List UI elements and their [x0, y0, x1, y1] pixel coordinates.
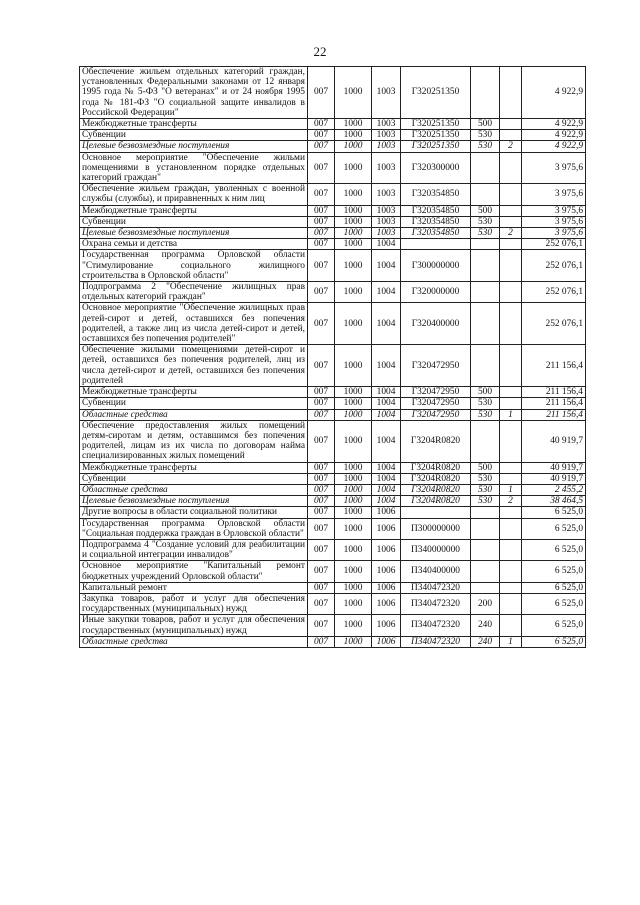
ministry-code: 007 [308, 141, 335, 152]
target-article-code: Г320354850 [401, 228, 471, 239]
funding-source-code [500, 462, 522, 473]
target-article-code: Г3204R0820 [401, 462, 471, 473]
table-row [80, 282, 586, 303]
table-row [80, 119, 586, 130]
ministry-code: 007 [308, 473, 335, 484]
table-row [80, 496, 586, 507]
target-article-code: Г320400000 [401, 303, 471, 345]
budget-table [79, 66, 586, 648]
expense-type-code [471, 561, 500, 582]
amount-value: 3 975,6 [522, 216, 586, 227]
section-code: 1000 [335, 250, 372, 282]
section-code: 1000 [335, 239, 372, 250]
table-row [80, 615, 586, 636]
target-article-code: Г320251350 [401, 119, 471, 130]
row-name: Государственная программа Орловской области "Социальная поддержка граждан в Орловской области" [80, 518, 308, 539]
ministry-code: 007 [308, 130, 335, 141]
expense-type-code: 240 [471, 636, 500, 647]
target-article-code: Г3204R0820 [401, 473, 471, 484]
target-article-code: Г320251350 [401, 130, 471, 141]
table-row [80, 345, 586, 387]
target-article-code: Г320472950 [401, 409, 471, 420]
row-name: Субвенции [80, 130, 308, 141]
target-article-code: П340472320 [401, 615, 471, 636]
row-name: Областные средства [80, 636, 308, 647]
row-name: Обеспечение жильем граждан, уволенных с военной службы (службы), и приравненных к ним лиц [80, 184, 308, 205]
row-name: Межбюджетные трансферты [80, 205, 308, 216]
table-row [80, 387, 586, 398]
row-name: Областные средства [80, 409, 308, 420]
target-article-code: Г320000000 [401, 282, 471, 303]
subsection-code: 1003 [372, 130, 401, 141]
amount-value: 252 076,1 [522, 303, 586, 345]
ministry-code: 007 [308, 345, 335, 387]
section-code: 1000 [335, 184, 372, 205]
expense-type-code: 530 [471, 216, 500, 227]
section-code: 1000 [335, 387, 372, 398]
amount-value: 4 922,9 [522, 141, 586, 152]
amount-value: 40 919,7 [522, 473, 586, 484]
target-article-code: Г320354850 [401, 184, 471, 205]
expense-type-code: 500 [471, 205, 500, 216]
table-row [80, 462, 586, 473]
section-code: 1000 [335, 484, 372, 495]
subsection-code: 1004 [372, 282, 401, 303]
target-article-code: Г320472950 [401, 387, 471, 398]
expense-type-code: 530 [471, 130, 500, 141]
ministry-code: 007 [308, 152, 335, 184]
subsection-code: 1004 [372, 250, 401, 282]
section-code: 1000 [335, 507, 372, 518]
expense-type-code: 240 [471, 615, 500, 636]
section-code: 1000 [335, 518, 372, 539]
target-article-code: П340472320 [401, 582, 471, 593]
subsection-code: 1004 [372, 239, 401, 250]
amount-value: 6 525,0 [522, 636, 586, 647]
expense-type-code [471, 518, 500, 539]
section-code: 1000 [335, 398, 372, 409]
funding-source-code [500, 152, 522, 184]
funding-source-code [500, 507, 522, 518]
amount-value: 4 922,9 [522, 130, 586, 141]
expense-type-code [471, 152, 500, 184]
ministry-code: 007 [308, 484, 335, 495]
table-row [80, 250, 586, 282]
target-article-code: Г320251350 [401, 141, 471, 152]
amount-value: 211 156,4 [522, 345, 586, 387]
subsection-code: 1004 [372, 303, 401, 345]
funding-source-code [500, 615, 522, 636]
ministry-code: 007 [308, 216, 335, 227]
expense-type-code [471, 250, 500, 282]
expense-type-code: 530 [471, 473, 500, 484]
section-code: 1000 [335, 420, 372, 462]
subsection-code: 1006 [372, 636, 401, 647]
target-article-code: Г320472950 [401, 398, 471, 409]
row-name: Основное мероприятие "Обеспечение жилищных прав детей-сирот и детей, оставшихся без попечения родителей, а также лиц из числа детей-сирот и детей, оставшихся без попечения родителей" [80, 303, 308, 345]
ministry-code: 007 [308, 507, 335, 518]
funding-source-code [500, 582, 522, 593]
amount-value: 40 919,7 [522, 462, 586, 473]
amount-value: 211 156,4 [522, 398, 586, 409]
funding-source-code: 2 [500, 228, 522, 239]
row-name: Подпрограмма 4 "Создание условий для реабилитации и социальной интеграции инвалидов" [80, 539, 308, 560]
funding-source-code: 2 [500, 496, 522, 507]
ministry-code: 007 [308, 636, 335, 647]
expense-type-code [471, 67, 500, 119]
row-name: Субвенции [80, 398, 308, 409]
funding-source-code [500, 398, 522, 409]
table-row [80, 205, 586, 216]
row-name: Межбюджетные трансферты [80, 119, 308, 130]
table-row [80, 561, 586, 582]
subsection-code: 1004 [372, 420, 401, 462]
target-article-code: П340472320 [401, 636, 471, 647]
expense-type-code: 500 [471, 462, 500, 473]
expense-type-code: 530 [471, 141, 500, 152]
row-name: Областные средства [80, 484, 308, 495]
amount-value: 4 922,9 [522, 119, 586, 130]
target-article-code: П300000000 [401, 518, 471, 539]
section-code: 1000 [335, 119, 372, 130]
funding-source-code [500, 282, 522, 303]
funding-source-code [500, 593, 522, 614]
row-name: Межбюджетные трансферты [80, 387, 308, 398]
amount-value: 40 919,7 [522, 420, 586, 462]
funding-source-code [500, 561, 522, 582]
target-article-code: Г320251350 [401, 67, 471, 119]
section-code: 1000 [335, 539, 372, 560]
ministry-code: 007 [308, 184, 335, 205]
table-row [80, 152, 586, 184]
section-code: 1000 [335, 152, 372, 184]
target-article-code: П340472320 [401, 593, 471, 614]
expense-type-code: 500 [471, 387, 500, 398]
table-row [80, 398, 586, 409]
row-name: Государственная программа Орловской области "Стимулирование социального жилищного строительства в Орловской области" [80, 250, 308, 282]
subsection-code: 1003 [372, 67, 401, 119]
subsection-code: 1004 [372, 387, 401, 398]
expense-type-code: 530 [471, 409, 500, 420]
subsection-code: 1006 [372, 561, 401, 582]
ministry-code: 007 [308, 398, 335, 409]
target-article-code: Г320354850 [401, 205, 471, 216]
ministry-code: 007 [308, 561, 335, 582]
funding-source-code: 1 [500, 636, 522, 647]
section-code: 1000 [335, 130, 372, 141]
subsection-code: 1006 [372, 539, 401, 560]
funding-source-code [500, 420, 522, 462]
table-row [80, 239, 586, 250]
row-name: Обеспечение жилыми помещениями детей-сирот и детей, оставшихся без попечения родителей, лиц из числа детей-сирот и детей, оставшихся без попечения родителей [80, 345, 308, 387]
expense-type-code [471, 582, 500, 593]
section-code: 1000 [335, 561, 372, 582]
target-article-code [401, 239, 471, 250]
amount-value: 6 525,0 [522, 561, 586, 582]
table-row [80, 67, 586, 119]
row-name: Основное мероприятие "Капитальный ремонт бюджетных учреждений Орловской области" [80, 561, 308, 582]
row-name: Целевые безвозмездные поступления [80, 496, 308, 507]
budget-table-body [80, 67, 586, 648]
subsection-code: 1006 [372, 518, 401, 539]
ministry-code: 007 [308, 303, 335, 345]
subsection-code: 1003 [372, 216, 401, 227]
expense-type-code [471, 184, 500, 205]
subsection-code: 1004 [372, 484, 401, 495]
table-row [80, 593, 586, 614]
table-row [80, 141, 586, 152]
amount-value: 6 525,0 [522, 507, 586, 518]
target-article-code: П340400000 [401, 561, 471, 582]
amount-value: 252 076,1 [522, 250, 586, 282]
row-name: Целевые безвозмездные поступления [80, 141, 308, 152]
table-row [80, 484, 586, 495]
ministry-code: 007 [308, 387, 335, 398]
ministry-code: 007 [308, 205, 335, 216]
expense-type-code: 500 [471, 119, 500, 130]
section-code: 1000 [335, 473, 372, 484]
section-code: 1000 [335, 593, 372, 614]
subsection-code: 1003 [372, 141, 401, 152]
amount-value: 211 156,4 [522, 409, 586, 420]
table-row [80, 507, 586, 518]
section-code: 1000 [335, 345, 372, 387]
row-name: Закупка товаров, работ и услуг для обеспечения государственных (муниципальных) нужд [80, 593, 308, 614]
row-name: Межбюджетные трансферты [80, 462, 308, 473]
section-code: 1000 [335, 636, 372, 647]
amount-value: 38 464,5 [522, 496, 586, 507]
table-row [80, 539, 586, 560]
funding-source-code [500, 250, 522, 282]
funding-source-code [500, 119, 522, 130]
section-code: 1000 [335, 303, 372, 345]
section-code: 1000 [335, 228, 372, 239]
row-name: Иные закупки товаров, работ и услуг для обеспечения государственных (муниципальных) нужд [80, 615, 308, 636]
subsection-code: 1004 [372, 496, 401, 507]
subsection-code: 1006 [372, 615, 401, 636]
amount-value: 6 525,0 [522, 593, 586, 614]
target-article-code: Г320472950 [401, 345, 471, 387]
subsection-code: 1003 [372, 228, 401, 239]
expense-type-code: 200 [471, 593, 500, 614]
subsection-code: 1004 [372, 462, 401, 473]
funding-source-code: 1 [500, 409, 522, 420]
funding-source-code: 2 [500, 141, 522, 152]
ministry-code: 007 [308, 420, 335, 462]
target-article-code [401, 507, 471, 518]
expense-type-code [471, 420, 500, 462]
ministry-code: 007 [308, 593, 335, 614]
row-name: Охрана семьи и детства [80, 239, 308, 250]
amount-value: 3 975,6 [522, 184, 586, 205]
ministry-code: 007 [308, 539, 335, 560]
subsection-code: 1006 [372, 582, 401, 593]
funding-source-code [500, 184, 522, 205]
funding-source-code [500, 303, 522, 345]
target-article-code: П340000000 [401, 539, 471, 560]
expense-type-code [471, 282, 500, 303]
ministry-code: 007 [308, 462, 335, 473]
expense-type-code: 530 [471, 496, 500, 507]
expense-type-code: 530 [471, 484, 500, 495]
section-code: 1000 [335, 216, 372, 227]
expense-type-code [471, 239, 500, 250]
row-name: Другие вопросы в области социальной политики [80, 507, 308, 518]
page-number: 22 [313, 44, 327, 59]
row-name: Субвенции [80, 216, 308, 227]
subsection-code: 1004 [372, 398, 401, 409]
expense-type-code [471, 345, 500, 387]
section-code: 1000 [335, 67, 372, 119]
section-code: 1000 [335, 409, 372, 420]
ministry-code: 007 [308, 239, 335, 250]
section-code: 1000 [335, 496, 372, 507]
subsection-code: 1003 [372, 152, 401, 184]
target-article-code: Г300000000 [401, 250, 471, 282]
expense-type-code: 530 [471, 228, 500, 239]
subsection-code: 1006 [372, 507, 401, 518]
target-article-code: Г320300000 [401, 152, 471, 184]
funding-source-code [500, 239, 522, 250]
target-article-code: Г320354850 [401, 216, 471, 227]
section-code: 1000 [335, 205, 372, 216]
expense-type-code: 530 [471, 398, 500, 409]
row-name: Обеспечение предоставления жилых помещений детям-сиротам и детям, оставшимся без попечения родителей, лицам из их числа по договорам найма специализированных жилых помещений [80, 420, 308, 462]
amount-value: 252 076,1 [522, 239, 586, 250]
ministry-code: 007 [308, 282, 335, 303]
table-row [80, 473, 586, 484]
amount-value: 3 975,6 [522, 205, 586, 216]
amount-value: 6 525,0 [522, 518, 586, 539]
ministry-code: 007 [308, 518, 335, 539]
amount-value: 4 922,9 [522, 67, 586, 119]
section-code: 1000 [335, 615, 372, 636]
amount-value: 211 156,4 [522, 387, 586, 398]
ministry-code: 007 [308, 119, 335, 130]
funding-source-code [500, 216, 522, 227]
amount-value: 3 975,6 [522, 152, 586, 184]
target-article-code: Г3204R0820 [401, 420, 471, 462]
section-code: 1000 [335, 462, 372, 473]
table-row [80, 582, 586, 593]
row-name: Подпрограмма 2 "Обеспечение жилищных прав отдельных категорий граждан" [80, 282, 308, 303]
section-code: 1000 [335, 582, 372, 593]
row-name: Субвенции [80, 473, 308, 484]
expense-type-code [471, 507, 500, 518]
table-row [80, 409, 586, 420]
table-row [80, 518, 586, 539]
ministry-code: 007 [308, 582, 335, 593]
amount-value: 6 525,0 [522, 582, 586, 593]
table-row [80, 420, 586, 462]
table-row [80, 303, 586, 345]
ministry-code: 007 [308, 409, 335, 420]
row-name: Капитальный ремонт [80, 582, 308, 593]
amount-value: 2 455,2 [522, 484, 586, 495]
amount-value: 6 525,0 [522, 615, 586, 636]
funding-source-code [500, 539, 522, 560]
expense-type-code [471, 539, 500, 560]
ministry-code: 007 [308, 67, 335, 119]
funding-source-code [500, 518, 522, 539]
amount-value: 3 975,6 [522, 228, 586, 239]
subsection-code: 1004 [372, 345, 401, 387]
subsection-code: 1004 [372, 409, 401, 420]
funding-source-code [500, 67, 522, 119]
funding-source-code [500, 345, 522, 387]
table-row [80, 636, 586, 647]
subsection-code: 1003 [372, 205, 401, 216]
row-name: Обеспечение жильем отдельных категорий граждан, установленных Федеральными законами от 12 января 1995 года № 5-ФЗ "О ветеранах" и от 24 ноября 1995 года № 181-ФЗ "О социальной защите инвалидов в Российской Федерации" [80, 67, 308, 119]
table-row [80, 130, 586, 141]
section-code: 1000 [335, 141, 372, 152]
subsection-code: 1003 [372, 119, 401, 130]
subsection-code: 1006 [372, 593, 401, 614]
row-name: Основное мероприятие "Обеспечение жильми помещениями в установленном порядке отдельных категорий граждан" [80, 152, 308, 184]
subsection-code: 1004 [372, 473, 401, 484]
funding-source-code [500, 130, 522, 141]
table-row [80, 216, 586, 227]
table-row [80, 228, 586, 239]
funding-source-code [500, 205, 522, 216]
ministry-code: 007 [308, 250, 335, 282]
amount-value: 252 076,1 [522, 282, 586, 303]
ministry-code: 007 [308, 496, 335, 507]
funding-source-code [500, 387, 522, 398]
funding-source-code: 1 [500, 484, 522, 495]
amount-value: 6 525,0 [522, 539, 586, 560]
target-article-code: Г3204R0820 [401, 484, 471, 495]
table-row [80, 184, 586, 205]
subsection-code: 1003 [372, 184, 401, 205]
ministry-code: 007 [308, 615, 335, 636]
row-name: Целевые безвозмездные поступления [80, 228, 308, 239]
expense-type-code [471, 303, 500, 345]
funding-source-code [500, 473, 522, 484]
section-code: 1000 [335, 282, 372, 303]
target-article-code: Г3204R0820 [401, 496, 471, 507]
ministry-code: 007 [308, 228, 335, 239]
